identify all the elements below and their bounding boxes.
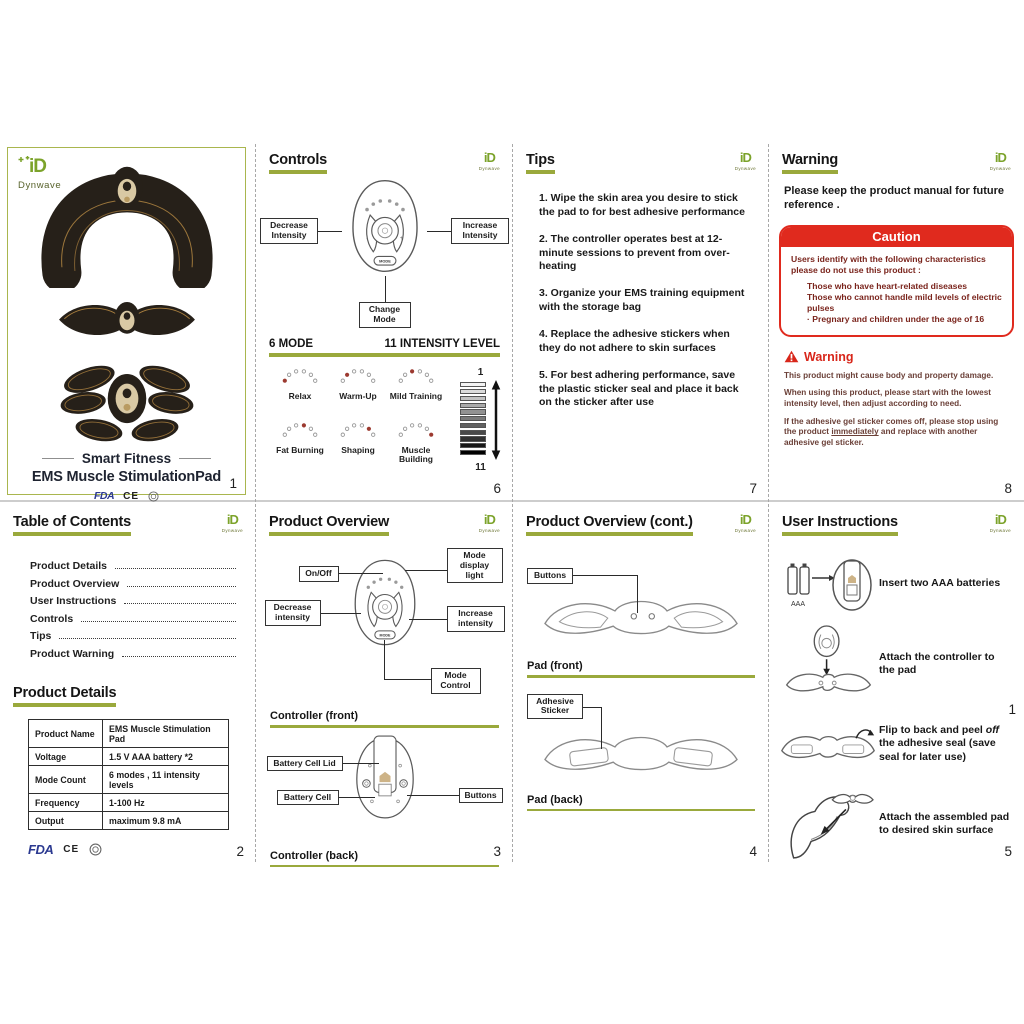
mode-item: Relax [272,367,328,409]
battery-cell-label: Battery Cell [277,790,339,806]
intensity-level-heading: 11 INTENSITY LEVEL [384,338,500,350]
dynwave-logo-icon: iD [994,150,1006,165]
ce-mark: CE [63,844,80,855]
caption-underline [270,725,499,728]
decrease-intensity-label: Decrease intensity [265,600,321,626]
page-number: 2 [236,844,244,859]
caption-underline [270,865,499,868]
title-underline [13,703,116,707]
caution-lead: Users identify with the following characteristics please do not use this product : [791,253,986,275]
warning-paragraph: This product might cause body and property damage. [784,370,994,380]
caption-underline [527,809,755,812]
callout-line [339,797,375,798]
mode-item: Warm-Up [330,367,386,409]
dynwave-logo: iD Dynwave [478,512,500,533]
battery-cell-lid-label: Battery Cell Lid [267,756,343,772]
fda-logo: FDA [94,490,115,502]
mode-control-label: Mode Control [431,668,481,694]
toc-entry: Product Details [30,560,236,572]
mode-dots-icon [396,367,436,385]
on-off-label: On/Off [299,566,339,582]
dynwave-logo: iD Dynwave [734,150,756,171]
page-title: Table of Contents [13,514,131,530]
callout-line [601,707,602,749]
table-row: Mode Count 6 modes , 11 intensity levels [29,766,229,794]
controller-front-caption: Controller (front) [270,710,358,722]
callout-line [427,231,451,232]
dynwave-logo-icon: iD [226,512,238,527]
toc-entry: User Instructions [30,595,236,607]
page-title: Product Overview (cont.) [526,514,693,530]
page-tips [513,140,769,502]
warning-paragraph: If the adhesive gel sticker comes off, please stop using the product immediately and replace with another adhesive gel sticker. [784,416,999,447]
toc-entry: Product Overview [30,578,236,590]
instruction-step [777,626,1024,702]
change-mode-label: Change Mode [359,302,411,328]
dynwave-logo-icon: iD [483,150,495,165]
callout-line [573,575,637,576]
increase-intensity-label: Increase Intensity [451,218,509,244]
page-overview [256,502,513,865]
cover-title-line2: EMS Muscle StimulationPad [31,469,222,485]
mode-pill-label: MODE [379,633,390,638]
page-overview-cont [513,502,769,865]
mode-dots-icon [338,421,378,439]
cover-title-line1: Smart Fitness [81,451,172,466]
title-underline [269,170,327,174]
battery-size-label: AAA [790,601,805,608]
emphasized-word: off [985,723,999,736]
controller-front-diagram [265,540,505,706]
controller-front-illustration [342,176,428,276]
title-underline [782,170,838,174]
ce-mark: CE [123,490,139,502]
dotted-leader [122,656,236,657]
page-cover [0,140,256,502]
dynwave-logo: iD Dynwave [221,512,243,533]
buttons-label: Buttons [459,788,503,804]
table-row: Frequency 1-100 Hz [29,794,229,812]
mode-display-light-label: Mode display light [447,548,503,583]
callout-line [343,763,379,764]
callout-line [321,613,361,614]
title-underline [526,532,693,536]
minus-mark: - [365,235,368,243]
attach-to-skin-icon [782,786,874,862]
controller-back-illustration [347,734,423,822]
caution-title: Caution [781,227,1012,247]
callout-line [583,707,601,708]
pad-front-diagram [521,562,761,656]
caution-box [779,225,1014,337]
callout-line [405,570,447,571]
underlined-word: immediately [831,427,879,437]
cert-circle-icon [148,491,159,502]
tip-item: 5. For best adhering performance, save the plastic sticker seal and place it back on the sticker after use [539,368,739,409]
title-underline [13,532,131,536]
keep-manual-note: Please keep the product manual for future reference . [784,185,1005,212]
intensity-scale [456,367,505,473]
dotted-leader [127,586,236,587]
page-number: 1 [229,476,237,491]
page-warning [769,140,1024,502]
caution-item: Those who cannot handle mild levels of electric pulses [807,292,1002,314]
warning-paragraph: When using this product, please start with the lowest intensity level, then adjust according to need. [784,388,991,408]
mode-item: Muscle Building [388,421,444,473]
controller-back-caption: Controller (back) [270,849,359,862]
dynwave-logo: iD Dynwave [989,150,1011,171]
mode-dots-icon [338,367,378,385]
intensity-min-label: 1 [477,366,484,378]
attach-controller-icon [781,625,876,703]
pad-back-caption: Pad (back) [527,793,583,806]
hip-trainer-pad-image [34,160,220,288]
page-number: 4 [749,844,757,859]
dynwave-logo: iD Dynwave [989,512,1011,533]
callout-line [407,795,459,796]
mode-dots-icon [396,421,436,439]
decrease-intensity-label: Decrease Intensity [260,218,318,244]
peel-seal-icon [778,718,878,770]
toc-entry: Tips [30,630,236,642]
toc-entry: Product Warning [30,648,236,660]
caution-item: · Pregnary and children under the age of 16 [807,314,985,325]
page-title: Product Overview [269,514,390,530]
callout-line [385,276,386,302]
mode-dots-icon [280,421,320,439]
callout-line [339,573,383,574]
instruction-step [777,546,1024,622]
fda-logo: FDA [28,842,54,857]
step-text: Attach the assembled pad to desired skin surface [879,810,1010,836]
tip-item: 1. Wipe the skin area you desire to stick the pad to for best adhesive performance [539,192,745,218]
abs-pad-image [48,353,206,445]
page-number: 7 [749,481,757,496]
dotted-leader [59,638,236,639]
mode-pill-label: MODE [378,258,391,264]
table-row: Voltage 1.5 V AAA battery *2 [29,748,229,766]
intensity-arrow-icon [490,380,502,460]
title-underline [782,532,898,536]
mode-item: Mild Training [388,367,444,409]
toc-entry: Controls [30,613,236,625]
dotted-leader [124,603,236,604]
table-row: Product Name EMS Muscle Stimulation Pad [29,720,229,748]
callout-line [409,619,447,620]
warning-subheading: Warning [804,349,854,364]
dynwave-logo-icon: iD [994,512,1006,527]
cert-circle-icon [89,843,102,856]
tip-item: 2. The controller operates best at 12-minute sessions to prevent from over-heating [539,232,730,273]
brand-name: Dynwave [18,180,62,191]
page-title: Controls [269,152,328,168]
dynwave-logo-icon: iD [739,150,751,165]
mode-item: Shaping [330,421,386,473]
toc-list [30,560,236,660]
stray-page-mark: 1 [1008,702,1016,717]
page-number: 8 [1004,481,1012,496]
dynwave-logo-icon: iD [483,512,495,527]
mode-grid [272,367,444,473]
callout-line [637,575,638,613]
plus-mark: + [399,235,403,243]
page-title: Tips [526,152,555,168]
pad-front-illustration [537,584,745,654]
dynwave-logo-icon: iD [739,512,751,527]
title-underline [526,170,555,174]
buttons-label: Buttons [527,568,573,584]
callout-line [384,679,432,680]
tip-item: 4. Replace the adhesive stickers when they do not adhere to skin surfaces [539,328,730,354]
page-number: 6 [493,481,501,496]
pad-back-illustration [537,720,745,790]
butterfly-pad-image [52,293,202,348]
title-dash [42,458,74,460]
table-row: Output maximum 9.8 mA [29,812,229,830]
page-toc [0,502,256,865]
step-text: Insert two AAA batteries [879,577,1001,590]
product-details-title: Product Details [13,685,117,701]
page-title: Warning [782,152,839,168]
mode-dots-icon [280,367,320,385]
warning-triangle-icon [784,350,799,363]
increase-intensity-label: Increase intensity [447,606,505,632]
tip-item: 3. Organize your EMS training equipment with the storage bag [539,287,745,314]
instruction-step [777,786,1024,862]
intensity-max-label: 11 [475,461,486,473]
intensity-bars [460,382,486,457]
product-images [8,160,245,445]
page-controls [256,140,513,502]
product-details-table [28,719,229,830]
caption-underline [527,675,755,678]
pad-front-caption: Pad (front) [527,660,583,672]
insert-batteries-icon [781,549,876,619]
controller-back-diagram [265,734,505,846]
page-instructions [769,502,1024,865]
page-number: 5 [1004,844,1012,859]
pad-back-diagram [521,694,761,790]
adhesive-sticker-label: Adhesive Sticker [527,694,583,720]
dynwave-logo: iD Dynwave [734,512,756,533]
mode-item: Fat Burning [272,421,328,473]
instruction-step [777,706,1024,782]
controller-diagram [256,176,513,330]
title-dash [179,458,211,460]
dotted-leader [115,568,236,569]
cover-border [7,147,246,502]
dotted-leader [81,621,236,622]
mode-count-heading: 6 MODE [269,338,314,350]
page-number: 3 [493,844,501,859]
step-text: Attach the controller to the pad [879,650,995,676]
page-title: User Instructions [782,514,898,530]
title-underline [269,532,389,536]
callout-line [318,231,342,232]
callout-line [384,640,385,680]
step-text: Flip to back and peel off the adhesive seal (save seal for later use) [879,723,999,763]
dynwave-logo: iD Dynwave [478,150,500,171]
dynwave-logo [18,156,61,191]
dynwave-logo-icon: iD [29,156,46,177]
caution-item: Those who have heart-related diseases [807,280,967,291]
